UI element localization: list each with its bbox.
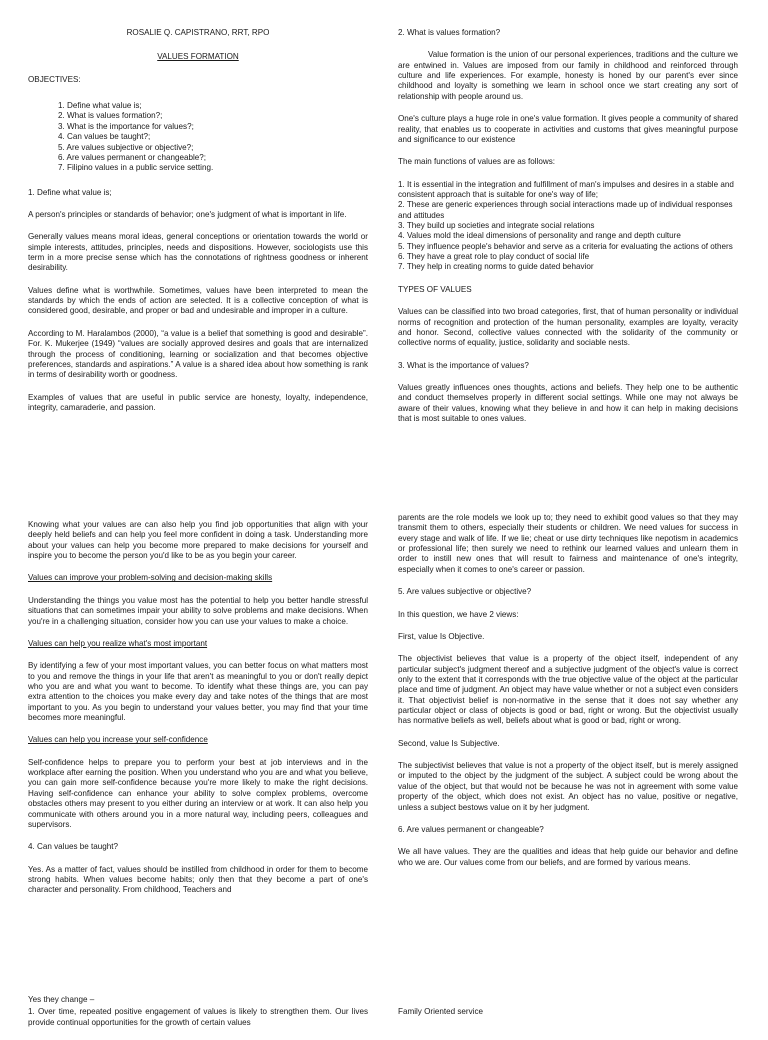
question-1-heading: 1. Define what value is; bbox=[28, 187, 112, 197]
page2-right-footer bbox=[398, 1007, 738, 1029]
paragraph: Yes they change – bbox=[28, 995, 95, 1004]
paragraph: By identifying a few of your most important values, you can better focus on what matters most to you and remove the things in your life that aren't as meaningful to you or don't really depict who you are and what you want to become. To identify what these things are, you can pay extra attention to the choices you make every day and take notes of the things that are most important to you. As you begin to understand your values better, you may find that your time becomes more meaningful. bbox=[28, 661, 368, 723]
paragraph: Values define what is worthwhile. Sometimes, values have been interpreted to mean the standards by which the ends of action are selected. It is a collective conception of what is considered good, desirable, and proper or bad and undesirable and improper in a culture. bbox=[28, 285, 368, 316]
page1-right-column bbox=[398, 28, 738, 436]
objective-item: 4. Can values be taught?; bbox=[58, 132, 151, 142]
objectives-list bbox=[58, 101, 368, 174]
question-3-heading: 3. What is the importance of values? bbox=[398, 360, 529, 370]
function-item: 6. They have a great role to play conduct of social life bbox=[398, 252, 590, 262]
paragraph: A person's principles or standards of behavior; one's judgment of what is important in life. bbox=[28, 209, 347, 219]
paragraph: One's culture plays a huge role in one's value formation. It gives people a community of shared reality, that enables us to cooperate in activities and customs that gives meaningful purpose and significance to our existence bbox=[398, 114, 738, 144]
paragraph: Second, value Is Subjective. bbox=[398, 738, 500, 748]
document-title: VALUES FORMATION bbox=[157, 52, 239, 62]
objective-item: 7. Filipino values in a public service setting. bbox=[58, 163, 214, 173]
paragraph: Examples of values that are useful in public service are honesty, loyalty, independence, integrity, camaraderie, and passion. bbox=[28, 392, 368, 412]
function-item: 3. They build up societies and integrate social relations bbox=[398, 221, 595, 231]
paragraph: According to M. Haralambos (2000), “a value is a belief that something is good and desirable”. For. K. Mukerjee (1949) “values are socially approved desires and goals that are internalized through the process of conditioning, learning or socialization and that becomes objective preferences, standards and aspirations.” A value is a shared idea about how something is rank in terms of desirability worth or goodness. bbox=[28, 328, 368, 380]
paragraph: Self-confidence helps to prepare you to perform your best at job interviews and in the workplace after earning the position. When you understand who you are and what you believe, you can gain more self-confidence because you're more likely to make the right decisions. Having self-confidence can enhance your ability to solve complex problems, overcome obstacles others may present to you either during an interview or at work. It can also help you communicate with others around you in a more natural way, including peers, colleagues and supervisors. bbox=[28, 757, 368, 829]
function-item: 5. They influence people's behavior and serve as a criteria for evaluating the actions of others bbox=[398, 241, 733, 251]
page2-left-footer bbox=[28, 995, 368, 1040]
section-heading-family-service: Family Oriented service bbox=[398, 1007, 484, 1016]
page2-right-column bbox=[398, 513, 738, 880]
question-5-heading: 5. Are values subjective or objective? bbox=[398, 587, 532, 597]
page2-left-column bbox=[28, 520, 368, 908]
paragraph: Yes. As a matter of fact, values should be instilled from childhood in order for them to become strong habits. When values become habits; only then that they become a part of one's character and personality. From childhood, Teachers and bbox=[28, 864, 368, 895]
author-line: ROSALIE Q. CAPISTRANO, RRT, RPO bbox=[126, 28, 270, 37]
subheading-self-confidence: Values can help you increase your self-confidence bbox=[28, 735, 208, 745]
objective-item: 3. What is the importance for values?; bbox=[58, 121, 194, 131]
paragraph: Values can be classified into two broad categories, first, that of human personality or individual norms of recognition and protection of the human personality, examples are loyalty, veracity and honor. Second, collective values connected with the solidarity of the community or collective norms of equality, justice, solidarity and sociable nests. bbox=[398, 307, 738, 348]
paragraph: Understanding the things you value most has the potential to help you better handle stressful situations that can sometimes impair your ability to solve problems and make decisions. When you're in a challenging situation, consider how you can use your values to make a choice. bbox=[28, 595, 368, 626]
function-item: 2. These are generic experiences through social interactions made up of individual responses and attitudes bbox=[398, 200, 733, 220]
page1-left-column bbox=[28, 28, 368, 425]
paragraph: In this question, we have 2 views: bbox=[398, 609, 519, 619]
function-item: 7. They help in creating norms to guide dated behavior bbox=[398, 262, 594, 272]
paragraph: Knowing what your values are can also help you find job opportunities that align with your deeply held beliefs and can help you feel more confident in doing a task. Understanding more about your values can help you become more prepared to make decisions for yourself and inspire you to become the person you'd like to be as you begin your career. bbox=[28, 520, 368, 561]
functions-heading: The main functions of values are as follows: bbox=[398, 157, 556, 167]
question-2-heading: 2. What is values formation? bbox=[398, 28, 501, 37]
question-4-heading: 4. Can values be taught? bbox=[28, 842, 118, 852]
paragraph: parents are the role models we look up to; they need to exhibit good values so that they may transmit them to others, especially their students or children. We need values for success in every stage and walk of life. If we lie; cheat or use dirty techniques like nepotism in academics or professional life; then surely we need to rethink our learned values and unlearn them in order to instill new ones that will result to fairness and maintenance of one's integrity, especially when it comes to one's career or passion. bbox=[398, 513, 738, 574]
function-item: 1. It is essential in the integration and fulfillment of man's impulses and desires in a stable and consistent approach that is suitable for one's way of life; bbox=[398, 179, 734, 199]
objective-item: 1. Define what value is; bbox=[58, 101, 142, 111]
paragraph: Value formation is the union of our personal experiences, traditions and the culture we are entwined in. Values are imposed from our family in childhood and reinforced through culture and life experiences. For example, honesty is honed by our parent's ever since childhood and loyalty is something we learn in school once we start creating any sort of relationship with people around us. bbox=[398, 50, 738, 101]
paragraph: First, value Is Objective. bbox=[398, 631, 485, 641]
objective-item: 6. Are values permanent or changeable?; bbox=[58, 152, 207, 162]
question-6-heading: 6. Are values permanent or changeable? bbox=[398, 824, 544, 834]
objectives-heading: OBJECTIVES: bbox=[28, 74, 81, 84]
paragraph: Values greatly influences ones thoughts, actions and beliefs. They help one to be authentic and conduct themselves properly in different social settings. While one may not always be aware of their values, knowing what they believe in and how it can help in making decisions that is most suitable to ones values. bbox=[398, 382, 738, 424]
paragraph: The subjectivist believes that value is not a property of the object itself, but is merely assigned or imputed to the object by the judgment of the subject. A subject could be wrong about the value of the object, but that would not be because he was not in agreement with some value property of the object, which does not exist. An object has no value, positive or negative, unless a subject bestows value on it by her judgment. bbox=[398, 761, 738, 812]
objective-item: 5. Are values subjective or objective?; bbox=[58, 142, 194, 152]
paragraph: The objectivist believes that value is a property of the object itself, independent of any particular subject's judgment thereof and a subjective judgment of the object's value is correct only to the extent that it corresponds with the true objective value of the object at the particular place and time of judgment. An object may have value whether or not a subject even considers it. That objectivist belief is non-normative in the sense that it does not say whether any particular object or class of objects is good or bad, right or wrong. But the objectivist usually has normative beliefs as well, beliefs about what is good or bad, right or wrong. bbox=[398, 654, 738, 726]
document-page-2 bbox=[0, 505, 768, 1027]
function-item: 4. Values mold the ideal dimensions of personality and range and depth culture bbox=[398, 231, 681, 241]
functions-list bbox=[398, 180, 738, 273]
types-heading: TYPES OF VALUES bbox=[398, 284, 472, 294]
subheading-problem-solving: Values can improve your problem-solving and decision-making skills bbox=[28, 573, 273, 583]
paragraph: Generally values means moral ideas, general conceptions or orientation towards the world or simple interests, attitudes, principles, needs and dispositions. However, sociologists use this term in a more precise sense which has the connotations of rightness goodness or inherent desirability. bbox=[28, 232, 368, 273]
objective-item: 2. What is values formation?; bbox=[58, 111, 163, 121]
document-page-1 bbox=[0, 0, 768, 505]
paragraph: We all have values. They are the qualities and ideas that help guide our behavior and define who we are. Our values come from our beliefs, and are formed by various means. bbox=[398, 847, 738, 867]
subheading-most-important: Values can help you realize what's most important bbox=[28, 638, 208, 648]
paragraph: 1. Over time, repeated positive engagement of values is likely to strengthen them. Our lives provide continual opportunities for the growth of certain values bbox=[28, 1007, 368, 1027]
